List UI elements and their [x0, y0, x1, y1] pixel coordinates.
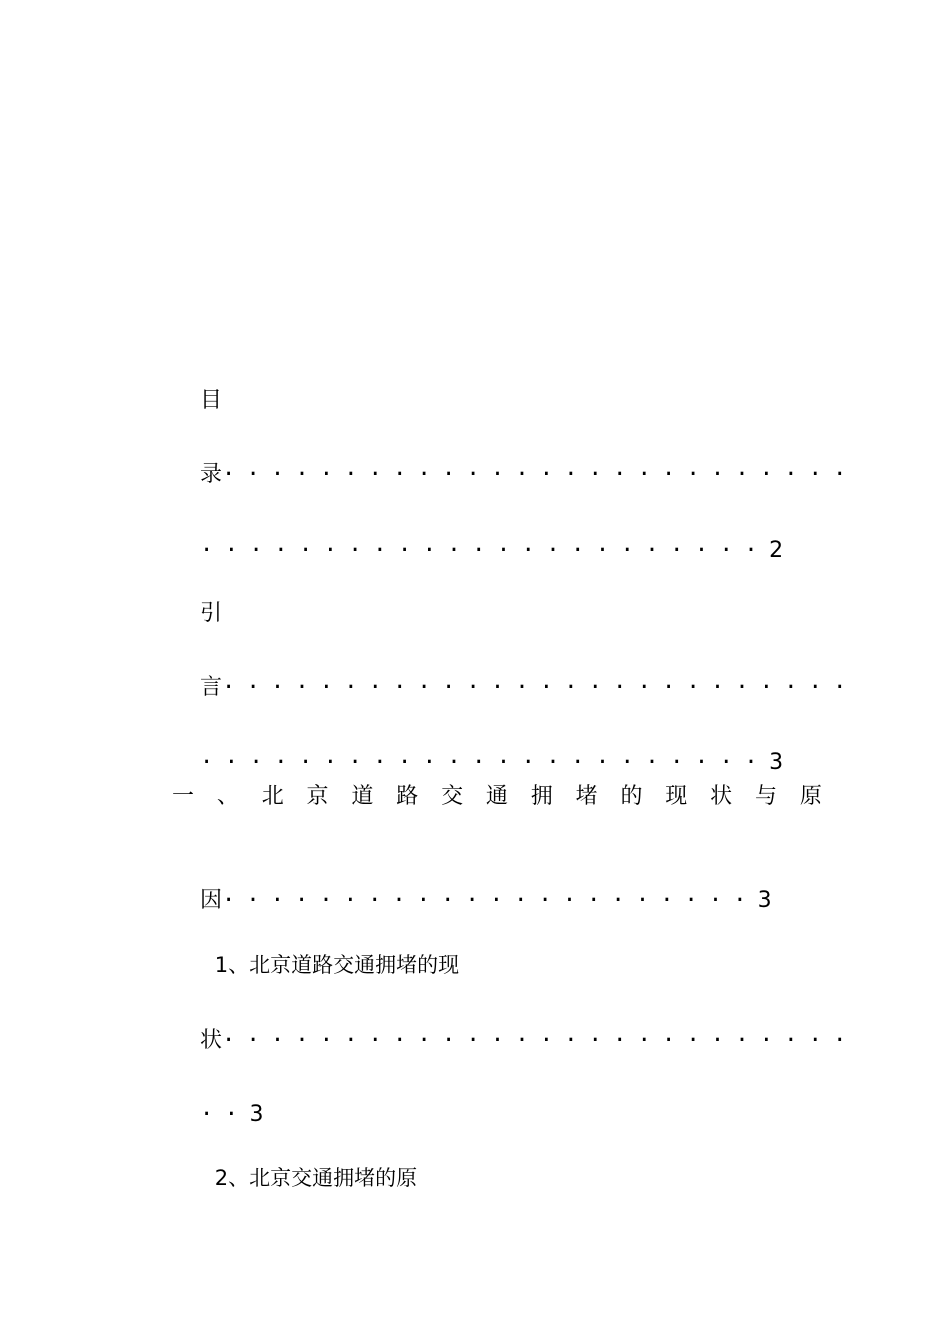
toc-page-number: 2 [769, 538, 784, 563]
toc-page-number: 3 [249, 1102, 264, 1127]
toc-subsection-1-2[interactable] [188, 1133, 418, 1190]
toc-page-number: 3 [769, 750, 784, 775]
toc-title-char: 目 [199, 388, 222, 413]
toc-subsection-1-1[interactable] [188, 920, 460, 977]
toc-heading-char: 道 [351, 784, 374, 809]
toc-heading-char: 、 [216, 784, 239, 809]
toc-title-line-2 [172, 430, 858, 487]
toc-leader-dots: ······················· [199, 538, 770, 563]
toc-entry-char: 引 [199, 601, 222, 626]
toc-heading-char: 通 [485, 784, 508, 809]
toc-intro-line-2 [172, 643, 858, 700]
toc-entry-char: 状 [199, 1028, 222, 1053]
toc-title-line-1 [172, 356, 222, 413]
toc-leader-dots: ······················ [222, 888, 758, 913]
toc-leader-dots: ······················· [199, 750, 770, 775]
toc-subsection-1-1-page[interactable] [172, 1070, 264, 1127]
toc-heading-char: 拥 [530, 784, 553, 809]
toc-leader-dots: ·························· [222, 1028, 858, 1053]
toc-subsection-1-1-cont [172, 996, 858, 1053]
toc-heading-char: 交 [441, 784, 464, 809]
toc-leader-dots: ·························· [222, 462, 858, 487]
toc-page-number: 3 [757, 888, 772, 913]
toc-leader-dots: ·· [199, 1102, 250, 1127]
toc-heading-char: 北 [261, 784, 284, 809]
toc-section-1-page-line[interactable] [172, 856, 772, 913]
toc-intro-line-1 [172, 569, 222, 626]
toc-heading-char: 现 [665, 784, 688, 809]
toc-heading-char: 的 [620, 784, 643, 809]
toc-heading-char: 路 [396, 784, 419, 809]
toc-entry-char: 言 [199, 675, 222, 700]
toc-section-1-heading[interactable] [172, 782, 822, 812]
toc-heading-char: 一 [172, 784, 195, 809]
toc-entry-intro-page[interactable] [172, 718, 784, 775]
toc-leader-dots: ·························· [222, 675, 858, 700]
toc-heading-char: 状 [710, 784, 733, 809]
toc-entry-contents-page[interactable] [172, 506, 784, 563]
toc-title-char: 录 [199, 462, 222, 487]
toc-heading-char: 京 [306, 784, 329, 809]
toc-heading-char: 因 [199, 888, 222, 913]
toc-heading-char: 原 [799, 784, 822, 809]
toc-heading-char: 与 [754, 784, 777, 809]
toc-subsection-title: 2、北京交通拥堵的原 [214, 1166, 418, 1190]
toc-subsection-title: 1、北京道路交通拥堵的现 [214, 953, 460, 977]
toc-heading-char: 堵 [575, 784, 598, 809]
